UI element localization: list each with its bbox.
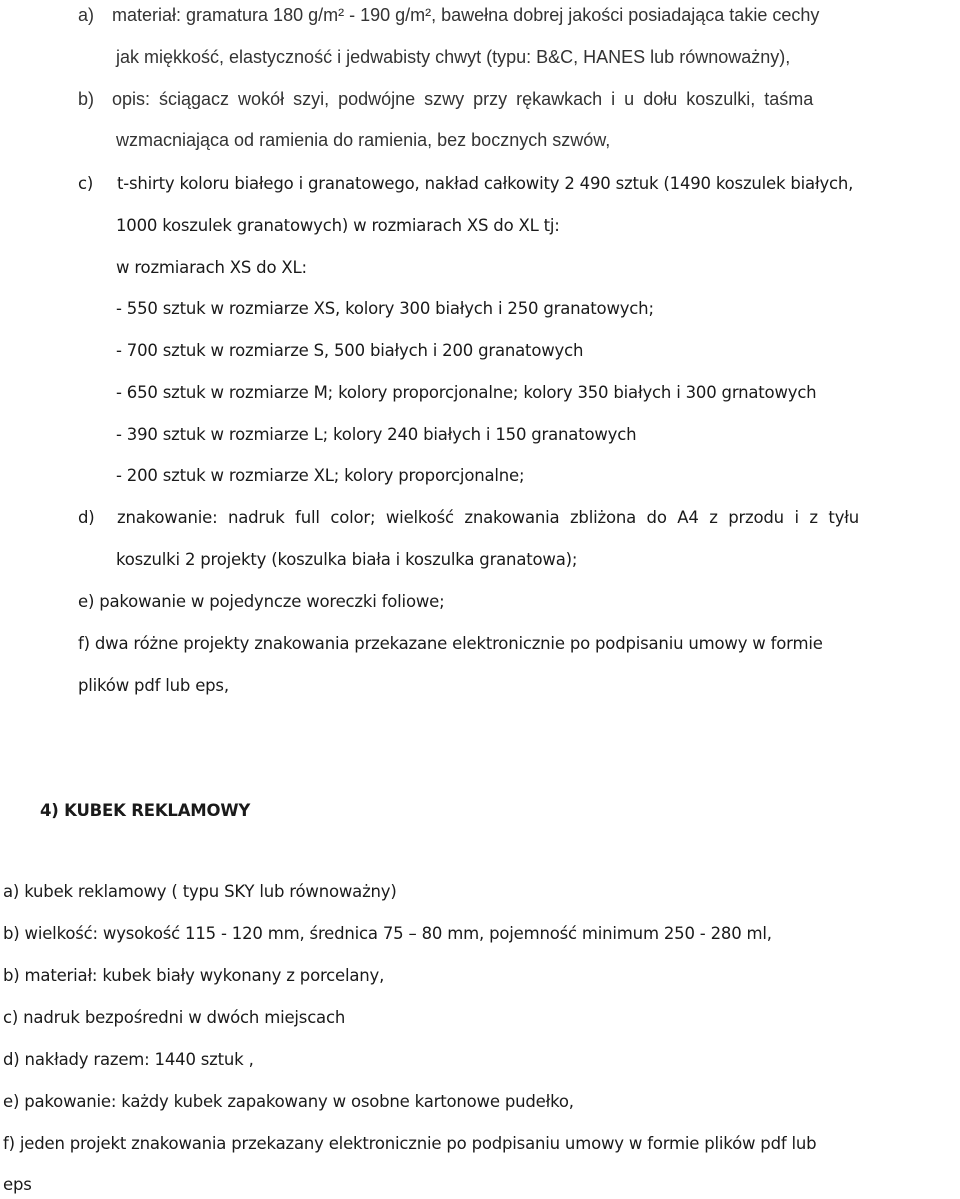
list-label-a: a) [78, 5, 95, 25]
list-item-f-line1: f) dwa różne projekty znakowania przekazane elektronicznie po podpisaniu umowy w formie [78, 634, 823, 653]
mug-spec-quantity: d) nakłady razem: 1440 sztuk , [3, 1050, 254, 1069]
list-text-d2: koszulki 2 projekty (koszulka biała i koszulka granatowa); [116, 550, 578, 569]
list-text-c2: 1000 koszulek granatowych) w rozmiarach XS do XL tj: [116, 216, 560, 235]
list-item-c-line1 [78, 172, 853, 196]
size-row-s: - 700 sztuk w rozmiarze S, 500 białych i 200 granatowych [116, 341, 584, 360]
list-text-b1: opis: ściągacz wokół szyi, podwójne szwy przy rękawkach i u dołu koszulki, taśma [112, 89, 814, 109]
mug-spec-size: b) wielkość: wysokość 115 - 120 mm, średnica 75 – 80 mm, pojemność minimum 250 - 280 ml, [3, 924, 772, 943]
list-item-b-line1 [78, 87, 813, 111]
size-row-l: - 390 sztuk w rozmiarze L; kolory 240 białych i 150 granatowych [116, 425, 637, 444]
mug-spec-a: a) kubek reklamowy ( typu SKY lub równoważny) [3, 882, 397, 901]
list-label-d: d) [78, 508, 95, 527]
list-text-a1: materiał: gramatura 180 g/m² - 190 g/m², bawełna dobrej jakości posiadająca takie cechy [112, 5, 820, 25]
list-item-d-line1 [78, 506, 958, 530]
list-text-c3: w rozmiarach XS do XL: [116, 258, 307, 277]
size-row-xl: - 200 sztuk w rozmiarze XL; kolory proporcjonalne; [116, 466, 525, 485]
size-row-m: - 650 sztuk w rozmiarze M; kolory proporcjonalne; kolory 350 białych i 300 grnatowych [116, 383, 817, 402]
list-label-c: c) [78, 174, 94, 193]
mug-spec-project-line1: f) jeden projekt znakowania przekazany elektronicznie po podpisaniu umowy w formie plików pdf lub [3, 1134, 817, 1153]
list-text-a2: jak miękkość, elastyczność i jedwabisty chwyt (typu: B&C, HANES lub równoważny), [116, 47, 791, 67]
list-item-a-line1 [78, 3, 819, 27]
list-text-b2: wzmacniająca od ramienia do ramienia, bez bocznych szwów, [116, 130, 611, 150]
list-item-e: e) pakowanie w pojedyncze woreczki foliowe; [78, 592, 445, 611]
list-text-c1: t-shirty koloru białego i granatowego, nakład całkowity 2 490 sztuk (1490 koszulek białych, [117, 174, 854, 193]
list-text-d1: znakowanie: nadruk full color; wielkość znakowania zbliżona do A4 z przodu i z tyłu [117, 508, 860, 527]
mug-spec-print: c) nadruk bezpośredni w dwóch miejscach [3, 1008, 346, 1027]
mug-spec-project-line2: eps [3, 1175, 32, 1194]
list-label-b: b) [78, 89, 95, 109]
mug-spec-packing: e) pakowanie: każdy kubek zapakowany w osobne kartonowe pudełko, [3, 1092, 574, 1111]
size-row-xs: - 550 sztuk w rozmiarze XS, kolory 300 białych i 250 granatowych; [116, 299, 654, 318]
list-item-f-line2: plików pdf lub eps, [78, 676, 229, 695]
mug-spec-material: b) materiał: kubek biały wykonany z porcelany, [3, 966, 385, 985]
section-heading: 4) KUBEK REKLAMOWY [40, 801, 251, 820]
